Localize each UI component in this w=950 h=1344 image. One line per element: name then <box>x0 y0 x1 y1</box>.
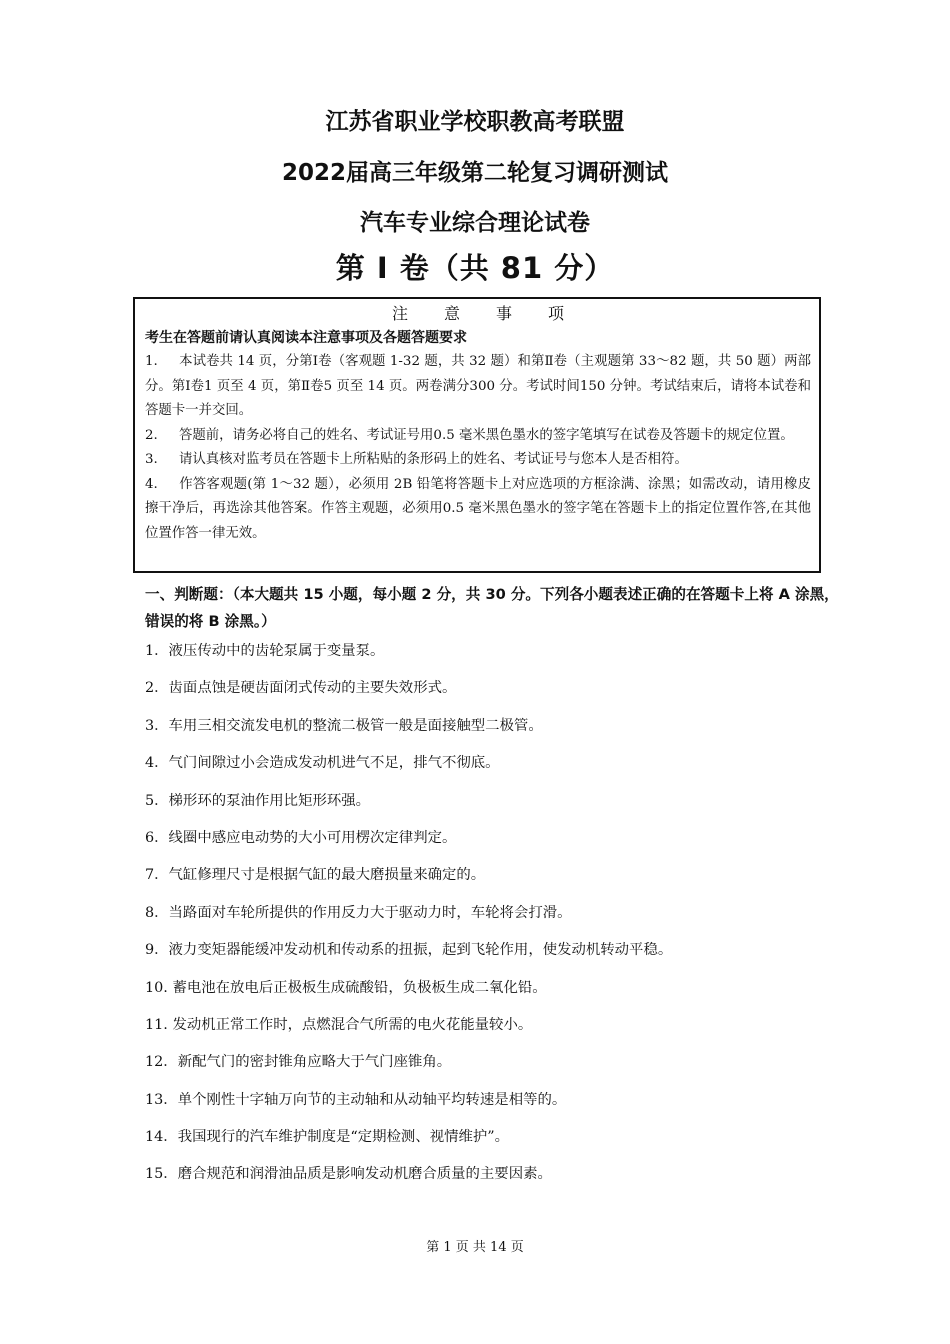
question-item: 12．新配气门的密封锥角应略大于气门座锥角。 <box>145 1054 452 1071</box>
question-item: 7．气缸修理尺寸是根据气缸的最大磨损量来确定的。 <box>145 867 486 884</box>
question-item: 8．当路面对车轮所提供的作用反力大于驱动力时，车轮将会打滑。 <box>145 904 572 921</box>
question-item: 9．液力变矩器能缓冲发动机和传动系的扭振，起到飞轮作用，使发动机转动平稳。 <box>145 942 673 959</box>
question-item: 1．液压传动中的齿轮泵属于变量泵。 <box>145 643 385 659</box>
notice-item-number: 3. <box>145 452 158 467</box>
question-item: 14．我国现行的汽车维护制度是“定期检测、视情维护”。 <box>145 1129 510 1146</box>
notice-item <box>145 424 811 449</box>
page-footer: 第 1 页 共 14 页 <box>426 1240 524 1255</box>
notice-item <box>145 473 811 547</box>
question-item: 4．气门间隙过小会造成发动机进气不足，排气不彻底。 <box>145 755 500 772</box>
notice-box <box>133 297 821 573</box>
notice-item-number: 4. <box>145 476 158 492</box>
header-exam-name: 2022届高三年级第二轮复习调研测试 <box>281 160 668 186</box>
notice-item-text: 请认真核对监考员在答题卡上所粘贴的条形码上的姓名、考试证号与您本人是否相符。 <box>179 452 688 467</box>
notice-item-text: 答题前，请务必将自己的姓名、考试证号用0.5 毫米黑色墨水的签字笔填写在试卷及答题卡的规定位置。 <box>179 427 794 443</box>
header-organization: 江苏省职业学校职教高考联盟 <box>325 109 625 135</box>
question-item: 15．磨合规范和润滑油品质是影响发动机磨合质量的主要因素。 <box>145 1166 552 1183</box>
question-item: 13．单个刚性十字轴万向节的主动轴和从动轴平均转速是相等的。 <box>145 1091 567 1108</box>
header-paper-title: 汽车专业综合理论试卷 <box>360 210 590 236</box>
notice-item <box>145 350 811 424</box>
question-list <box>145 637 835 1198</box>
question-item: 2．齿面点蚀是硬齿面闭式传动的主要失效形式。 <box>145 680 457 697</box>
header-part-title: 第 I 卷（共 81 分） <box>335 251 615 285</box>
notice-requirement: 考生在答题前请认真阅读本注意事项及各题答题要求 <box>145 330 467 346</box>
notice-title: 注意事项 <box>391 304 600 323</box>
notice-item <box>145 448 811 473</box>
notice-item-text: 作答客观题(第 1～32 题），必须用 2B 铅笔将答题卡上对应选项的方框涂满、涂黑；如需改动，请用橡皮擦干净后，再选涂其他答案。作答主观题，必须用0.5 毫米黑色墨水的签字笔在答题卡上的指定位置作答,在其他位置作答一律无效。 <box>145 476 811 541</box>
question-item: 5．梯形环的泵油作用比矩形环强。 <box>145 792 371 809</box>
question-item: 6．线圈中感应电动势的大小可用楞次定律判定。 <box>145 829 457 846</box>
question-item: 11. 发动机正常工作时，点燃混合气所需的电火花能量较小。 <box>145 1016 533 1033</box>
notice-item-text: 本试卷共 14 页，分第Ⅰ卷（客观题 1-32 题，共 32 题）和第Ⅱ卷（主观题第 33～82 题，共 50 题）两部分。第Ⅰ卷1 页至 4 页，第Ⅱ卷5 页至 14 页。两卷满分300 分。考试时间150 分钟。考试结束后，请将本试卷和答题卡一并交回。 <box>145 354 811 418</box>
section-heading: 一、判断题：（本大题共 15 小题，每小题 2 分，共 30 分。下列各小题表述正确的在答题卡上将 A 涂黑，错误的将 B 涂黑。） <box>145 586 839 630</box>
question-item: 10. 蓄电池在放电后正极板生成硫酸铅，负极板生成二氧化铅。 <box>145 979 547 996</box>
notice-item-number: 1. <box>145 354 158 369</box>
question-item: 3．车用三相交流发电机的整流二极管一般是面接触型二极管。 <box>145 717 543 734</box>
notice-item-number: 2. <box>145 427 158 443</box>
